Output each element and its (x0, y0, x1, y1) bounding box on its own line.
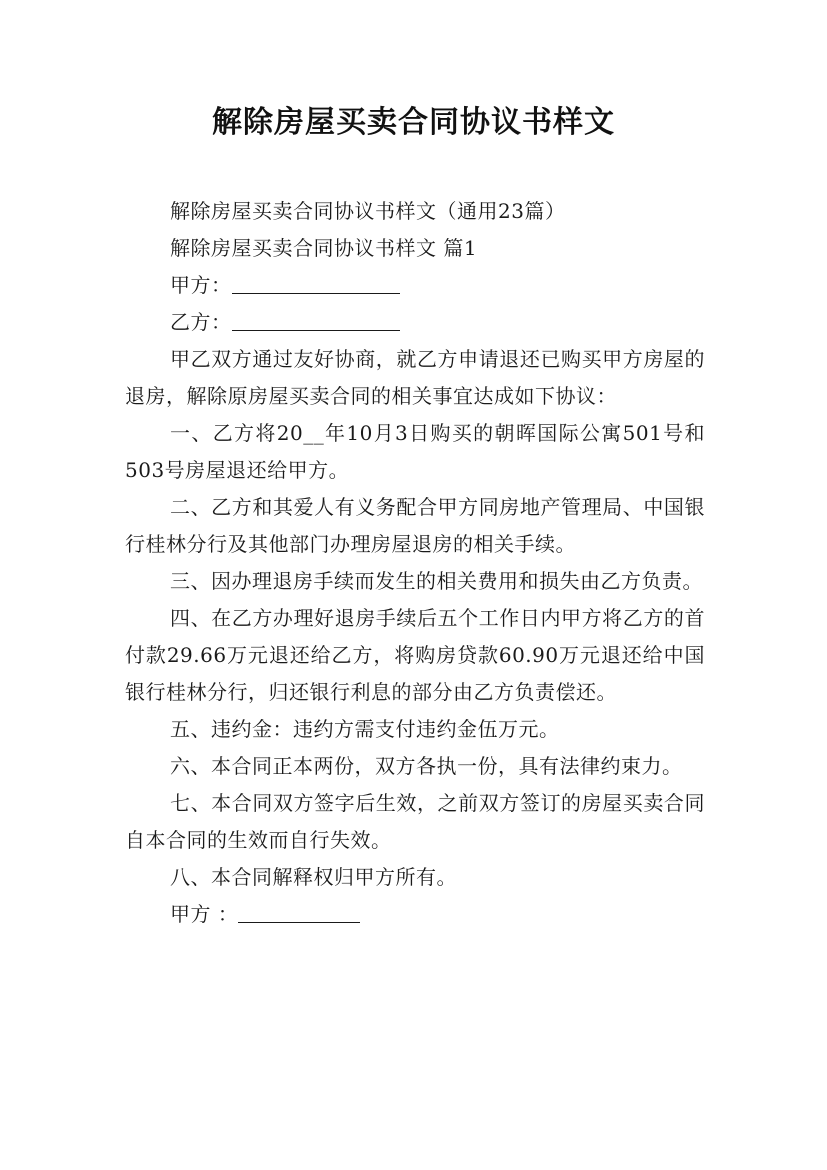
clause-2: 二、乙方和其爱人有义务配合甲方同房地产管理局、中国银行桂林分行及其他部门办理房屋退房的相关手续。 (125, 495, 705, 556)
clause-4: 四、在乙方办理好退房手续后五个工作日内甲方将乙方的首付款29.66万元退还给乙方，将购房贷款60.90万元退还给中国银行桂林分行，归还银行利息的部分由乙方负责偿还。 (125, 606, 705, 704)
signature-label: 甲方 ： (170, 902, 239, 926)
document-title: 解除房屋买卖合同协议书样文 (212, 105, 615, 140)
party-a-blank-line (232, 273, 400, 294)
clause-5: 五、违约金：违约方需支付违约金伍万元。 (170, 717, 560, 741)
party-b-blank-line (232, 310, 400, 331)
document-body (125, 193, 705, 933)
party-a-line (125, 267, 705, 304)
signature-blank-line (238, 902, 360, 923)
clause-1: 一、乙方将20__年10月3日购买的朝晖国际公寓501号和503号房屋退还给甲方。 (125, 421, 705, 482)
clause-6: 六、本合同正本两份，双方各执一份，具有法律约束力。 (170, 754, 683, 778)
party-b-label: 乙方： (170, 310, 232, 334)
intro-paragraph: 甲乙双方通过友好协商，就乙方申请退还已购买甲方房屋的退房，解除原房屋买卖合同的相关事宜达成如下协议： (125, 347, 705, 408)
section-heading: 解除房屋买卖合同协议书样文 篇1 (170, 236, 478, 260)
clause-3: 三、因办理退房手续而发生的相关费用和损失由乙方负责。 (170, 569, 703, 593)
signature-line (125, 896, 705, 933)
clause-8: 八、本合同解释权归甲方所有。 (170, 865, 457, 889)
party-a-label: 甲方： (170, 273, 232, 297)
document-subtitle: 解除房屋买卖合同协议书样文（通用23篇） (170, 199, 566, 223)
party-b-line (125, 304, 705, 341)
clause-7: 七、本合同双方签字后生效，之前双方签订的房屋买卖合同自本合同的生效而自行失效。 (125, 791, 705, 852)
